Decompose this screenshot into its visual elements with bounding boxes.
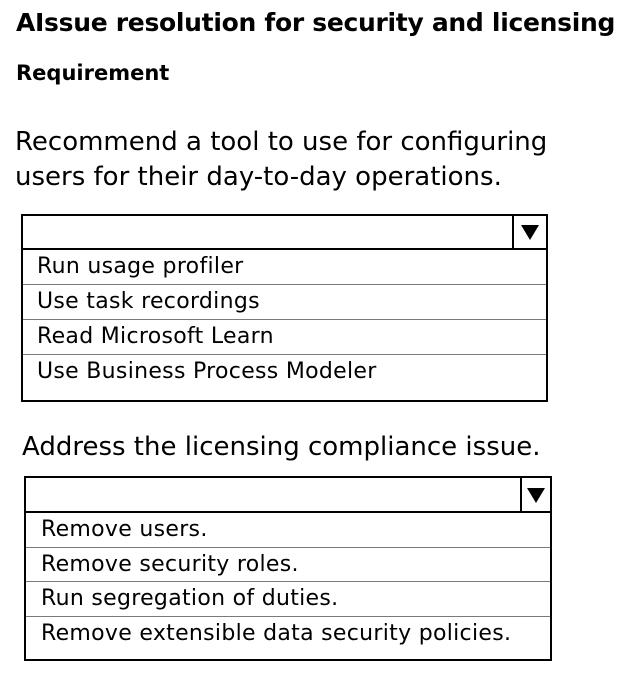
- question-1-line-1: Recommend a tool to use for configuring: [15, 127, 548, 157]
- question-2-option-remove-users[interactable]: Remove users.: [26, 513, 550, 548]
- question-1-dropdown-select[interactable]: [23, 216, 546, 250]
- section-heading-requirement: Requirement: [16, 61, 170, 85]
- question-1-dropdown[interactable]: [21, 214, 548, 402]
- question-1-line-2: users for their day-to-day operations.: [15, 162, 502, 192]
- question-2-dropdown[interactable]: [24, 476, 552, 661]
- question-1-option-run-usage-profiler[interactable]: Run usage profiler: [23, 250, 546, 285]
- question-2-dropdown-select[interactable]: [26, 478, 550, 513]
- question-1-dropdown-toggle[interactable]: [512, 216, 546, 248]
- question-2-dropdown-toggle[interactable]: [520, 478, 550, 511]
- question-2-option-remove-security-roles[interactable]: Remove security roles.: [26, 548, 550, 583]
- question-1-option-use-task-recordings[interactable]: Use task recordings: [23, 285, 546, 320]
- page-title: AIssue resolution for security and licensing: [16, 8, 616, 37]
- question-1-option-read-microsoft-learn[interactable]: Read Microsoft Learn: [23, 320, 546, 355]
- triangle-down-icon: [521, 225, 539, 240]
- question-1-text: [15, 125, 547, 195]
- question-2-text: Address the licensing compliance issue.: [22, 432, 541, 462]
- triangle-down-icon: [527, 488, 545, 503]
- question-2-option-remove-xds-policies[interactable]: Remove extensible data security policies.: [41, 620, 512, 646]
- question-1-option-use-business-process-modeler[interactable]: Use Business Process Modeler: [37, 359, 377, 384]
- question-2-option-run-segregation-of-duties[interactable]: Run segregation of duties.: [26, 582, 550, 617]
